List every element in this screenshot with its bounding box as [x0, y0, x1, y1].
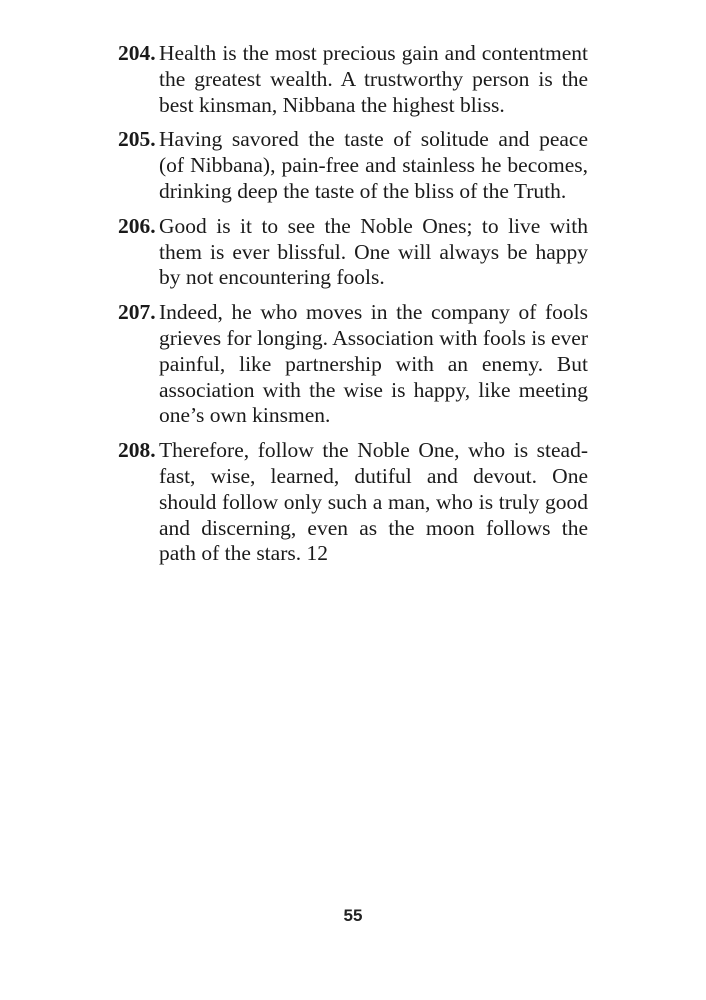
verse-list — [118, 41, 588, 576]
verse-text: Therefore, follow the Noble One, who is stead-fast, wise, learned, dutiful and devout. One should follow only such a man, who is truly good and discerning, even as the moon follows the path of the stars. 12 — [159, 438, 588, 566]
verse-text: Having savored the taste of solitude and peace (of Nibbana), pain-free and stainless he becomes, drinking deep the taste of the bliss of the Truth. — [159, 127, 588, 203]
verse-204 — [118, 41, 588, 118]
verse-205 — [118, 127, 588, 204]
verse-number: 206. — [118, 213, 156, 238]
verse-207 — [118, 300, 588, 429]
verse-text: Indeed, he who moves in the company of fools grieves for longing. Association with fools is ever painful, like partnership with an enemy. But association with the wise is happy, like meeting one’s own kinsmen. — [159, 300, 588, 428]
verse-208 — [118, 438, 588, 567]
verse-number: 205. — [118, 127, 156, 152]
verse-number: 207. — [118, 300, 156, 325]
page-number: 55 — [343, 906, 363, 925]
verse-number: 204. — [118, 41, 156, 65]
verse-text: Health is the most precious gain and contentment the greatest wealth. A trustworthy person is the best kinsman, Nibbana the highest bliss. — [159, 41, 588, 117]
verse-text: Good is it to see the Noble Ones; to live with them is ever blissful. One will always be happy by not encountering fools. — [159, 213, 588, 290]
verse-206 — [118, 214, 588, 291]
verse-number: 208. — [118, 438, 156, 463]
